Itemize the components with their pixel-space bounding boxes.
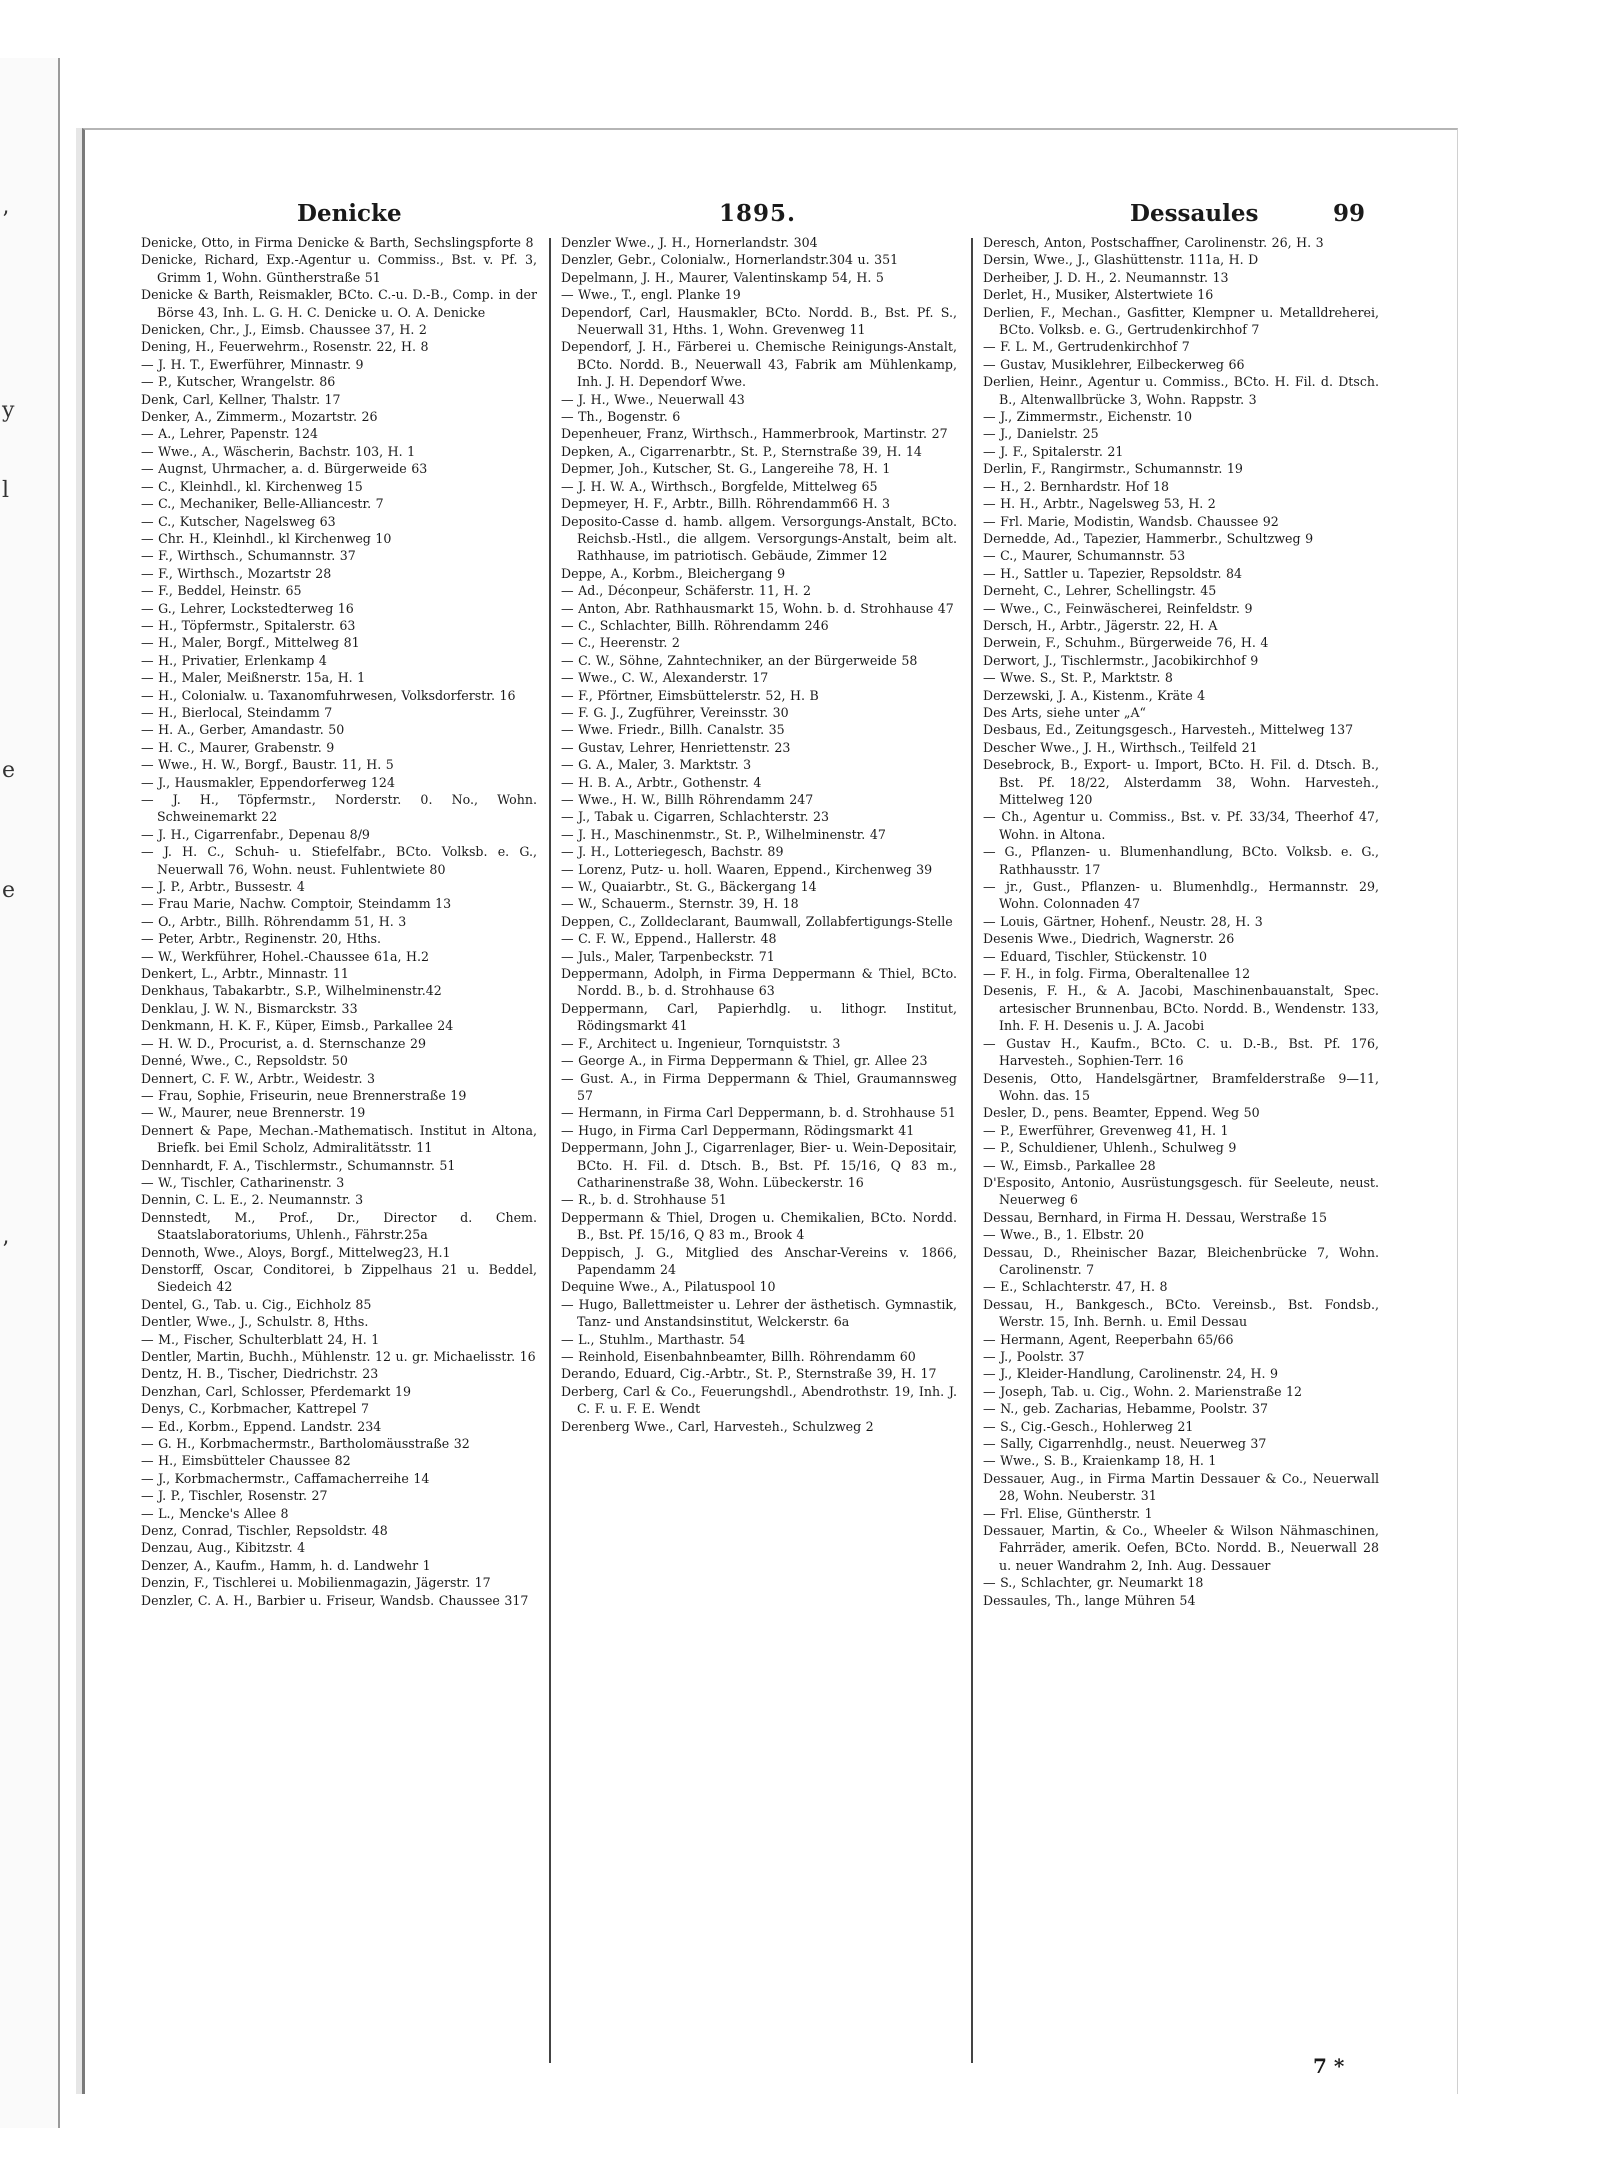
directory-entry: Denk, Carl, Kellner, Thalstr. 17: [141, 391, 341, 407]
directory-entry: Denkhaus, Tabakarbtr., S.P., Wilhelminenstr.42: [141, 983, 442, 999]
directory-entry: Denné, Wwe., C., Repsoldstr. 50: [141, 1053, 348, 1069]
directory-entry: — S., Cig.-Gesch., Hohlerweg 21: [983, 1418, 1194, 1434]
directory-entry: — Wwe., H. W., Billh Röhrendamm 247: [561, 792, 814, 807]
directory-entry: — L., Mencke's Allee 8: [141, 1505, 289, 1521]
directory-entry: Denicken, Chr., J., Eimsb. Chaussee 37, H. 2: [141, 322, 427, 338]
directory-entry: — O., Arbtr., Billh. Röhrendamm 51, H. 3: [141, 913, 407, 929]
directory-entry: — Ed., Korbm., Eppend. Landstr. 234: [141, 1418, 382, 1434]
directory-entry: Dessau, D., Rheinischer Bazar, Bleichenbrücke 7, Wohn. Carolinenstr. 7: [983, 1244, 1379, 1277]
directory-entry: — Frau, Sophie, Friseurin, neue Brennerstraße 19: [141, 1087, 467, 1103]
directory-entry: Denz, Conrad, Tischler, Repsoldstr. 48: [141, 1523, 388, 1539]
directory-entry: — J. H., Töpfermstr., Norderstr. 0. No., Wohn. Schweinemarkt 22: [141, 792, 537, 825]
directory-entry: — Th., Bogenstr. 6: [561, 409, 681, 425]
directory-entry: Dersch, H., Arbtr., Jägerstr. 22, H. A: [983, 617, 1218, 633]
directory-entry: — C. F. W., Eppend., Hallerstr. 48: [561, 931, 777, 947]
directory-entry: — C. W., Söhne, Zahntechniker, an der Bürgerweide 58: [561, 652, 918, 668]
directory-entry: Desenis, Otto, Handelsgärtner, Bramfelderstraße 9—11, Wohn. das. 15: [983, 1070, 1379, 1103]
directory-entry: Deppermann & Thiel, Drogen u. Chemikalien, BCto. Nordd. B., Bst. Pf. 15/16, Q 83 m., Brook 4: [561, 1209, 957, 1243]
directory-entry: — J. H., Wwe., Neuerwall 43: [561, 391, 745, 407]
directory-entry: — J., Danielstr. 25: [983, 426, 1099, 442]
directory-entry: Dennert & Pape, Mechan.-Mathematisch. Institut in Altona, Briefk. bei Emil Scholz, Admiralitätsstr. 11: [141, 1122, 537, 1156]
directory-entry: Deppermann, John J., Cigarrenlager, Bier- u. Wein-Depositair, BCto. H. Fil. d. Dtsch. B., Bst. Pf. 15/16, Q 83 m., Catharinenstraße 38, Wohn. Lübeckerstr. 16: [561, 1140, 957, 1190]
directory-entry: Derlet, H., Musiker, Alstertwiete 16: [983, 287, 1214, 303]
directory-entry: — W., Maurer, neue Brennerstr. 19: [141, 1105, 366, 1121]
directory-entry: Denzler Wwe., J. H., Hornerlandstr. 304: [561, 235, 818, 250]
header-right-catchword: Dessaules: [1130, 200, 1259, 227]
directory-entry: — J. F., Spitalerstr. 21: [983, 443, 1124, 459]
directory-entry: — Ch., Agentur u. Commiss., Bst. v. Pf. 33/34, Theerhof 47, Wohn. in Altona.: [983, 809, 1379, 842]
directory-entry: — H. B. A., Arbtr., Gothenstr. 4: [561, 774, 762, 790]
directory-entry: Desenis Wwe., Diedrich, Wagnerstr. 26: [983, 931, 1235, 947]
directory-entry: — J. H. W. A., Wirthsch., Borgfelde, Mittelweg 65: [561, 478, 878, 494]
directory-entry: — H. H., Arbtr., Nagelsweg 53, H. 2: [983, 496, 1216, 512]
directory-entry: Deppen, C., Zolldeclarant, Baumwall, Zollabfertigungs-Stelle: [561, 913, 953, 929]
directory-entry: Denicke, Richard, Exp.-Agentur u. Commiss., Bst. v. Pf. 3, Grimm 1, Wohn. Güntherstraße 51: [141, 252, 537, 285]
directory-entry: — H. W. D., Procurist, a. d. Sternschanze 29: [141, 1035, 427, 1051]
directory-entry: — Hugo, in Firma Carl Deppermann, Rödingsmarkt 41: [561, 1122, 915, 1138]
directory-entry: — Gustav, Lehrer, Henriettenstr. 23: [561, 739, 791, 755]
directory-entry: — Lorenz, Putz- u. holl. Waaren, Eppend., Kirchenweg 39: [561, 861, 933, 877]
directory-entry: Deposito-Casse d. hamb. allgem. Versorgungs-Anstalt, BCto. Reichsb.-Hstl., die allgem. Versorgungs-Anstalt, beim alt. Rathhause, im patriotisch. Gebäude, Zimmer 12: [561, 513, 957, 564]
directory-entry: — Frau Marie, Nachw. Comptoir, Steindamm 13: [141, 896, 452, 912]
directory-entry: Denicke, Otto, in Firma Denicke & Barth, Sechslingspforte 8: [141, 235, 534, 250]
directory-entry: — C., Kutscher, Nagelsweg 63: [141, 513, 336, 529]
directory-entry: — H., Privatier, Erlenkamp 4: [141, 652, 327, 668]
directory-entry: — H., Töpfermstr., Spitalerstr. 63: [141, 617, 356, 633]
directory-entry: — H., 2. Bernhardstr. Hof 18: [983, 478, 1170, 494]
directory-entry: Dequine Wwe., A., Pilatuspool 10: [561, 1279, 776, 1295]
directory-entry: Denklau, J. W. N., Bismarckstr. 33: [141, 1000, 358, 1016]
directory-entry: Dependorf, J. H., Färberei u. Chemische Reinigungs-Anstalt, BCto. Nordd. B., Neuerwall 43, Fabrik am Mühlenkamp, Inh. J. H. Dependorf Wwe.: [561, 339, 957, 390]
directory-entry: D'Esposito, Antonio, Ausrüstungsgesch. für Seeleute, neust. Neuerweg 6: [983, 1174, 1379, 1208]
directory-entry: — N., geb. Zacharias, Hebamme, Poolstr. 37: [983, 1401, 1269, 1417]
directory-entry: Deppermann, Carl, Papierhdlg. u. lithogr. Institut, Rödingsmarkt 41: [561, 1000, 957, 1034]
column-rule-2: [971, 238, 973, 2063]
directory-entry: Derlien, Heinr., Agentur u. Commiss., BCto. H. Fil. d. Dtsch. B., Altenwallbrücke 3, Wohn. Rappstr. 3: [983, 374, 1379, 407]
directory-entry: Denzin, F., Tischlerei u. Mobilienmagazin, Jägerstr. 17: [141, 1575, 491, 1591]
directory-entry: — G. A., Maler, 3. Marktstr. 3: [561, 757, 752, 773]
directory-entry: — H., Sattler u. Tapezier, Repsoldstr. 84: [983, 565, 1242, 581]
directory-entry: — Wwe. Friedr., Billh. Canalstr. 35: [561, 722, 785, 738]
directory-entry: — H. C., Maurer, Grabenstr. 9: [141, 739, 335, 755]
directory-entry: — J., Poolstr. 37: [983, 1349, 1085, 1364]
directory-entry: — H., Colonialw. u. Taxanomfuhrwesen, Volksdorferstr. 16: [141, 687, 516, 703]
header-year: 1895.: [719, 200, 797, 227]
directory-entry: — J. P., Arbtr., Bussestr. 4: [141, 879, 305, 895]
directory-entry: Denzler, Gebr., Colonialw., Hornerlandstr.304 u. 351: [561, 252, 899, 268]
directory-entry: Desenis, F. H., & A. Jacobi, Maschinenbauanstalt, Spec. artesischer Brunnenbau, BCto. Nordd. B., Wendenstr. 133, Inh. F. H. Desenis u. J. A. Jacobi: [983, 983, 1379, 1034]
directory-entry: Derlin, F., Rangirmstr., Schumannstr. 19: [983, 461, 1243, 477]
directory-entry: Dentel, G., Tab. u. Cig., Eichholz 85: [141, 1296, 372, 1312]
directory-entry: Des Arts, siehe unter „A“: [983, 704, 1146, 720]
directory-entry: Denzhan, Carl, Schlosser, Pferdemarkt 19: [141, 1383, 411, 1399]
directory-entry: Denzer, A., Kaufm., Hamm, h. d. Landwehr 1: [141, 1557, 431, 1573]
adjacent-page-edge: ’ y l e e ’: [0, 58, 60, 2128]
directory-entry: — G., Lehrer, Lockstedterweg 16: [141, 600, 354, 616]
directory-entry: Dennhardt, F. A., Tischlermstr., Schumannstr. 51: [141, 1157, 456, 1173]
directory-entry: — C., Kleinhdl., kl. Kirchenweg 15: [141, 478, 363, 494]
directory-entry: — Reinhold, Eisenbahnbeamter, Billh. Röhrendamm 60: [561, 1349, 916, 1364]
directory-entry: Derwein, F., Schuhm., Bürgerweide 76, H. 4: [983, 635, 1269, 651]
directory-entry: — Peter, Arbtr., Reginenstr. 20, Hths.: [141, 931, 382, 947]
directory-entry: — Chr. H., Kleinhdl., kl Kirchenweg 10: [141, 530, 392, 546]
directory-entry: — J., Tabak u. Cigarren, Schlachterstr. 23: [561, 809, 829, 825]
directory-entry: — Sally, Cigarrenhdlg., neust. Neuerweg 37: [983, 1436, 1267, 1452]
directory-entry: — H., Maler, Borgf., Mittelweg 81: [141, 635, 360, 651]
directory-entry: Dersin, Wwe., J., Glashüttenstr. 111a, H. D: [983, 252, 1259, 268]
directory-entry: — J. P., Tischler, Rosenstr. 27: [141, 1488, 328, 1504]
directory-entry: — W., Schauerm., Sternstr. 39, H. 18: [561, 896, 799, 912]
directory-entry: Deppe, A., Korbm., Bleichergang 9: [561, 565, 786, 581]
directory-entry: — Ad., Déconpeur, Schäferstr. 11, H. 2: [561, 583, 811, 599]
directory-entry: — W., Quaiarbtr., St. G., Bäckergang 14: [561, 879, 817, 895]
directory-entry: — P., Schuldiener, Uhlenh., Schulweg 9: [983, 1140, 1237, 1156]
directory-entry: Denzler, C. A. H., Barbier u. Friseur, Wandsb. Chaussee 317: [141, 1592, 529, 1608]
directory-entry: — L., Stuhlm., Marthastr. 54: [561, 1331, 746, 1347]
directory-entry: — Gustav, Musiklehrer, Eilbeckerweg 66: [983, 356, 1245, 372]
directory-entry: Derzewski, J. A., Kistenm., Kräte 4: [983, 687, 1206, 703]
directory-entry: Dessaules, Th., lange Mühren 54: [983, 1592, 1196, 1608]
directory-entry: Deppisch, J. G., Mitglied des Anschar-Vereins v. 1866, Papendamm 24: [561, 1244, 957, 1277]
directory-page: [82, 128, 1458, 2094]
directory-entry: Dentler, Martin, Buchh., Mühlenstr. 12 u. gr. Michaelisstr. 16: [141, 1349, 536, 1364]
directory-entry: — Wwe., C. W., Alexanderstr. 17: [561, 670, 769, 686]
directory-entry: — jr., Gust., Pflanzen- u. Blumenhdlg., Hermannstr. 29, Wohn. Colonnaden 47: [983, 879, 1379, 912]
page-number: 99: [1333, 200, 1366, 227]
directory-entry: Derlien, F., Mechan., Gasfitter, Klempner u. Metalldreherei, BCto. Volksb. e. G., Gertrudenkirchhof 7: [983, 304, 1379, 338]
directory-entry: — F., Wirthsch., Schumannstr. 37: [141, 548, 356, 564]
directory-entry: Dernedde, Ad., Tapezier, Hammerbr., Schultzweg 9: [983, 530, 1314, 546]
directory-entry: Dennert, C. F. W., Arbtr., Weidestr. 3: [141, 1070, 376, 1086]
directory-entry: Dessauer, Aug., in Firma Martin Dessauer & Co., Neuerwall 28, Wohn. Neuberstr. 31: [983, 1470, 1379, 1504]
directory-entry: — Wwe., H. W., Borgf., Baustr. 11, H. 5: [141, 757, 394, 773]
column-rule-1: [549, 238, 551, 2063]
directory-entry: — J. H., Maschinenmstr., St. P., Wilhelminenstr. 47: [561, 826, 886, 842]
directory-entry: — Wwe., S. B., Kraienkamp 18, H. 1: [983, 1453, 1217, 1469]
directory-entry: — J., Zimmermstr., Eichenstr. 10: [983, 409, 1193, 425]
directory-entry: Desebrock, B., Export- u. Import, BCto. H. Fil. d. Dtsch. B., Bst. Pf. 18/22, Alsterdamm 38, Wohn. Harvesteh., Mittelweg 120: [983, 757, 1379, 807]
directory-entry: Denkmann, H. K. F., Küper, Eimsb., Parkallee 24: [141, 1018, 454, 1034]
directory-entry: Denkert, L., Arbtr., Minnastr. 11: [141, 966, 349, 982]
directory-entry: — Wwe., A., Wäscherin, Bachstr. 103, H. 1: [141, 443, 416, 459]
directory-entry: Derberg, Carl & Co., Feuerungshdl., Abendrothstr. 19, Inh. J. C. F. u. F. E. Wendt: [561, 1383, 957, 1417]
directory-entry: — Augnst, Uhrmacher, a. d. Bürgerweide 63: [141, 461, 428, 477]
directory-entry: — J., Hausmakler, Eppendorferweg 124: [141, 774, 395, 790]
directory-entry: — E., Schlachterstr. 47, H. 8: [983, 1279, 1168, 1295]
directory-entry: Deppermann, Adolph, in Firma Deppermann & Thiel, BCto. Nordd. B., b. d. Strohhause 63: [561, 966, 957, 999]
directory-entry: Descher Wwe., J. H., Wirthsch., Teilfeld 21: [983, 739, 1258, 755]
directory-entry: — Hermann, in Firma Carl Deppermann, b. d. Strohhause 51: [561, 1105, 956, 1121]
directory-entry: — George A., in Firma Deppermann & Thiel, gr. Allee 23: [561, 1053, 928, 1069]
directory-entry: — Wwe., B., 1. Elbstr. 20: [983, 1227, 1145, 1243]
directory-entry: — Frl. Elise, Güntherstr. 1: [983, 1505, 1153, 1521]
directory-column-1: [141, 234, 537, 2074]
directory-entry: — H. A., Gerber, Amandastr. 50: [141, 722, 345, 738]
directory-entry: — Louis, Gärtner, Hohenf., Neustr. 28, H. 3: [983, 913, 1263, 929]
directory-entry: — Joseph, Tab. u. Cig., Wohn. 2. Marienstraße 12: [983, 1383, 1303, 1399]
directory-entry: Dening, H., Feuerwehrm., Rosenstr. 22, H. 8: [141, 339, 429, 355]
directory-entry: — G. H., Korbmachermstr., Bartholomäusstraße 32: [141, 1436, 470, 1452]
directory-entry: — P., Kutscher, Wrangelstr. 86: [141, 374, 336, 390]
directory-entry: — W., Werkführer, Hohel.-Chaussee 61a, H.2: [141, 948, 430, 964]
directory-entry: — Anton, Abr. Rathhausmarkt 15, Wohn. b. d. Strohhause 47: [561, 600, 954, 616]
directory-entry: — J., Kleider-Handlung, Carolinenstr. 24, H. 9: [983, 1366, 1279, 1382]
header-left-catchword: Denicke: [297, 200, 402, 227]
directory-entry: — Gust. A., in Firma Deppermann & Thiel, Graumannsweg 57: [561, 1070, 957, 1103]
directory-entry: — Wwe., C., Feinwäscherei, Reinfeldstr. 9: [983, 600, 1253, 616]
directory-entry: Dependorf, Carl, Hausmakler, BCto. Nordd. B., Bst. Pf. S., Neuerwall 31, Hths. 1, Wohn. Grevenweg 11: [561, 304, 957, 338]
directory-entry: — R., b. d. Strohhause 51: [561, 1192, 727, 1208]
directory-entry: Denicke & Barth, Reismakler, BCto. C.-u. D.-B., Comp. in der Börse 43, Inh. L. G. H. C. Denicke u. O. A. Denicke: [141, 287, 537, 320]
directory-entry: — A., Lehrer, Papenstr. 124: [141, 426, 318, 442]
directory-entry: Deresch, Anton, Postschaffner, Carolinenstr. 26, H. 3: [983, 235, 1324, 250]
directory-entry: Dennin, C. L. E., 2. Neumannstr. 3: [141, 1192, 364, 1208]
directory-entry: Denzau, Aug., Kibitzstr. 4: [141, 1540, 306, 1556]
directory-entry: Derheiber, J. D. H., 2. Neumannstr. 13: [983, 269, 1229, 285]
directory-entry: — Wwe., T., engl. Planke 19: [561, 287, 741, 303]
directory-entry: Denstorff, Oscar, Conditorei, b Zippelhaus 21 u. Beddel, Siedeich 42: [141, 1261, 537, 1295]
directory-entry: — F., Wirthsch., Mozartstr 28: [141, 565, 332, 581]
directory-entry: — F., Pförtner, Eimsbüttelerstr. 52, H. B: [561, 687, 819, 703]
directory-entry: — J., Korbmachermstr., Caffamacherreihe 14: [141, 1470, 430, 1486]
directory-entry: — C., Mechaniker, Belle-Alliancestr. 7: [141, 496, 384, 512]
directory-entry: — F. H., in folg. Firma, Oberaltenallee 12: [983, 966, 1251, 982]
directory-entry: — J. H. C., Schuh- u. Stiefelfabr., BCto. Volksb. e. G., Neuerwall 76, Wohn. neust. Fuhlentwiete 80: [141, 844, 537, 877]
directory-entry: — Hugo, Ballettmeister u. Lehrer der ästhetisch. Gymnastik, Tanz- und Anstandsinstitut, Welckerstr. 6a: [561, 1296, 957, 1330]
directory-entry: Derwort, J., Tischlermstr., Jacobikirchhof 9: [983, 652, 1259, 668]
directory-entry: Dentler, Wwe., J., Schulstr. 8, Hths.: [141, 1314, 369, 1330]
directory-entry: Desbaus, Ed., Zeitungsgesch., Harvesteh., Mittelweg 137: [983, 722, 1354, 738]
directory-column-3: [983, 234, 1379, 2074]
directory-entry: Dennoth, Wwe., Aloys, Borgf., Mittelweg23, H.1: [141, 1244, 451, 1260]
directory-entry: Depenheuer, Franz, Wirthsch., Hammerbrook, Martinstr. 27: [561, 426, 948, 442]
directory-entry: — H., Eimsbütteler Chaussee 82: [141, 1453, 351, 1469]
directory-entry: — S., Schlachter, gr. Neumarkt 18: [983, 1575, 1204, 1591]
directory-entry: — H., Maler, Meißnerstr. 15a, H. 1: [141, 670, 366, 686]
directory-entry: — Juls., Maler, Tarpenbeckstr. 71: [561, 948, 775, 964]
directory-entry: Depken, A., Cigarrenarbtr., St. P., Sternstraße 39, H. 14: [561, 443, 922, 459]
directory-entry: Derando, Eduard, Cig.-Arbtr., St. P., Sternstraße 39, H. 17: [561, 1366, 937, 1382]
signature-mark: 7 *: [1313, 2054, 1345, 2078]
directory-entry: — Hermann, Agent, Reeperbahn 65/66: [983, 1331, 1234, 1347]
directory-entry: Depmer, Joh., Kutscher, St. G., Langereihe 78, H. 1: [561, 461, 891, 477]
directory-entry: — F., Beddel, Heinstr. 65: [141, 583, 302, 599]
directory-entry: — J. H., Cigarrenfabr., Depenau 8/9: [141, 826, 370, 842]
directory-entry: Dessauer, Martin, & Co., Wheeler & Wilson Nähmaschinen, Fahrräder, amerik. Oefen, BCto. Nordd. B., Neuerwall 28 u. neuer Wandrahm 2, Inh. Aug. Dessauer: [983, 1523, 1379, 1573]
directory-entry: — Wwe. S., St. P., Marktstr. 8: [983, 670, 1173, 686]
directory-entry: — F. L. M., Gertrudenkirchhof 7: [983, 339, 1190, 355]
directory-entry: Dessau, Bernhard, in Firma H. Dessau, Werstraße 15: [983, 1209, 1327, 1225]
directory-entry: Derneht, C., Lehrer, Schellingstr. 45: [983, 583, 1217, 599]
directory-entry: Dennstedt, M., Prof., Dr., Director d. Chem. Staatslaboratoriums, Uhlenh., Fährstr.25a: [141, 1209, 537, 1243]
directory-entry: — C., Maurer, Schumannstr. 53: [983, 548, 1186, 564]
directory-entry: — J. H. T., Ewerführer, Minnastr. 9: [141, 356, 364, 372]
directory-entry: — C., Schlachter, Billh. Röhrendamm 246: [561, 617, 829, 633]
directory-entry: — C., Heerenstr. 2: [561, 635, 680, 651]
directory-entry: — W., Eimsb., Parkallee 28: [983, 1157, 1156, 1173]
directory-entry: — P., Ewerführer, Grevenweg 41, H. 1: [983, 1122, 1229, 1138]
directory-entry: Denker, A., Zimmerm., Mozartstr. 26: [141, 409, 378, 425]
directory-entry: — F., Architect u. Ingenieur, Tornquiststr. 3: [561, 1035, 841, 1051]
directory-column-2: [561, 234, 957, 2074]
directory-entry: — W., Tischler, Catharinenstr. 3: [141, 1174, 345, 1190]
directory-entry: — J. H., Lotteriegesch, Bachstr. 89: [561, 844, 784, 860]
directory-entry: — M., Fischer, Schulterblatt 24, H. 1: [141, 1331, 380, 1347]
directory-entry: Derenberg Wwe., Carl, Harvesteh., Schulzweg 2: [561, 1418, 874, 1434]
directory-entry: Denys, C., Korbmacher, Kattrepel 7: [141, 1401, 369, 1417]
directory-entry: Depmeyer, H. F., Arbtr., Billh. Röhrendamm66 H. 3: [561, 496, 891, 512]
directory-entry: Desler, D., pens. Beamter, Eppend. Weg 50: [983, 1105, 1260, 1121]
directory-entry: — Frl. Marie, Modistin, Wandsb. Chaussee 92: [983, 513, 1279, 529]
directory-entry: — Gustav H., Kaufm., BCto. C. u. D.-B., Bst. Pf. 176, Harvesteh., Sophien-Terr. 16: [983, 1035, 1379, 1069]
page-header: [85, 200, 1457, 234]
directory-entry: — H., Bierlocal, Steindamm 7: [141, 704, 333, 720]
directory-entry: Dentz, H. B., Tischer, Diedrichstr. 23: [141, 1366, 379, 1382]
directory-entry: — F. G. J., Zugführer, Vereinsstr. 30: [561, 704, 789, 720]
directory-entry: Depelmann, J. H., Maurer, Valentinskamp 54, H. 5: [561, 269, 884, 285]
directory-entry: Dessau, H., Bankgesch., BCto. Vereinsb., Bst. Fondsb., Werstr. 15, Inh. Bernh. u. Emil Dessau: [983, 1296, 1379, 1330]
directory-entry: — Eduard, Tischler, Stückenstr. 10: [983, 948, 1207, 964]
directory-entry: — G., Pflanzen- u. Blumenhandlung, BCto. Volksb. e. G., Rathhausstr. 17: [983, 844, 1379, 877]
